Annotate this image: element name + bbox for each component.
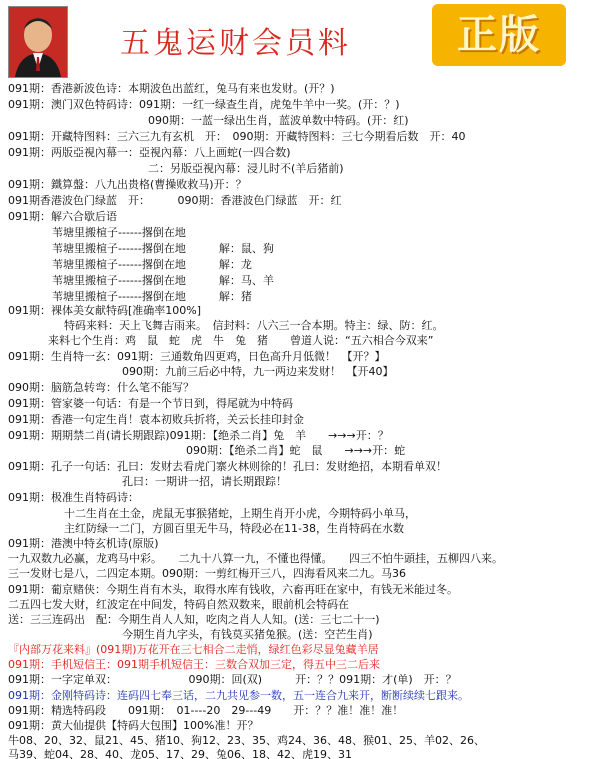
text-line: 091期：期期禁二肖(请长期跟踪)091期：【绝杀二肖】兔 羊 →→→开：？ [8, 429, 389, 442]
text-line: 三一发财七是八，二四定本期。090期：一剪红梅开三八，四海看风来二九。马36 [8, 567, 406, 580]
text-line: 苇塘里搬楦子------撂倒在地 解：猪 [52, 290, 252, 303]
text-line: 091期：葡京赌侠：今期生肖有木头，取得水库有钱收，六畜再旺在家中，有钱无米能过冬。 [8, 583, 458, 596]
text-line: 苇塘里搬楦子------撂倒在地 [52, 226, 186, 239]
text-line: 091期：极准生肖特码诗： [8, 491, 139, 504]
text-line: 一九双数九必赢，龙鸡马中彩。 二九十八算一九，不懂也得懂。 四三不怕牛頭挂，五柳四八来。 [8, 552, 503, 565]
text-line: 091期：香港新波色诗：本期波色出蓝红，兔马有来也发财。(开？) [8, 82, 335, 95]
text-line: 苇塘里搬楦子------撂倒在地 解：鼠、狗 [52, 242, 274, 255]
text-line: 马39、蛇04、28、40、龙05、17、29、兔06、18、42、虎19、31 [8, 748, 352, 759]
text-line: 090期：【绝杀二肖】蛇 鼠 →→→开：蛇 [186, 444, 406, 457]
text-line: 特码来料：天上飞舞吉雨来。 信封料：八六三一合本期。特主：绿、防：红。 [64, 319, 444, 332]
page-title: 五鬼运财会员料 [120, 26, 351, 61]
text-line: 牛08、20、32、鼠21、45、猪10、狗12、23、35、鸡24、36、48、猴01、25、羊02、26、 [8, 734, 485, 747]
text-line: 091期：孔子一句话：孔曰：发财去看虎门寨火林则徐的！孔曰：发财绝招，本期看单双！ [8, 460, 447, 473]
text-line: 苇塘里搬楦子------撂倒在地 解：龙 [52, 258, 252, 271]
text-line: 090期：一蓝一绿出生肖，蓝波单数中特码。(开：红) [148, 114, 409, 127]
text-line: 091期：金刚特码诗：连码四七奉三话，二九共见参一数，五一连合九来开，断断续续七跟来。 [8, 689, 469, 702]
text-line: 090期：九前三后必中特，九一两边来发财！ 【开40】 [122, 365, 394, 378]
text-line: 091期：黄大仙提供【特码大包围】100%准！开？ [8, 719, 259, 732]
text-line: 091期：澳门双色特码诗：091期：一红一绿查生肖，虎兔牛羊中一奖。(开：？) [8, 98, 400, 111]
text-line: 091期：管家婆一句话：有是一个节日到，得尾就为中特码 [8, 397, 293, 410]
text-line: 十二生肖在土金，虎鼠无事猴猪蛇，上期生肖开小虎，今期特码小单马， [64, 507, 416, 520]
text-line: 091期：香港一句定生肖！袁本初败兵折将，关云长挂印封金 [8, 413, 304, 426]
text-line: 主红防绿一二门，方圆百里无牛马，特段必在11-38，生肖特码在水数 [64, 522, 404, 535]
text-line: 苇塘里搬楦子------撂倒在地 解：马、羊 [52, 274, 274, 287]
text-line: 二五四七发大财，红波定在中间发，特码自然双数来，眼前机会特码在 [8, 598, 349, 611]
text-line: 090期：脑筋急转弯：什么笔不能写？ [8, 381, 194, 394]
text-line: 送：三三连码出 配：今期生肖人人知，吃肉之肖人人知。(送：三七二十一) [8, 613, 380, 626]
portrait-photo [8, 6, 68, 78]
text-line: 091期香港波色门绿蓝 开： 090期：香港波色门绿蓝 开：红 [8, 194, 342, 207]
text-line: 二：另版亞視內幕：浸儿时不(羊后猪前) [148, 162, 344, 175]
text-line: 091期：生肖特一玄：091期：三通数角四更鸡，日色高升月低微！ 【开？】 [8, 350, 386, 363]
text-line: 091期：开藏特图料：三六三九有玄机 开： 090期：开藏特图料：三七今期看后数 开：40 [8, 130, 466, 143]
text-line: 091期：精选特码段 091期： 01----20 29---49 开：？？准！准！准！ [8, 704, 404, 717]
text-line: 来料七个生肖：鸡 鼠 蛇 虎 牛 兔 猪 曾道人说：“五六相合今双来” [48, 334, 434, 347]
text-line: 091期：两版亞視內幕一：亞視內幕：八上画蛇(一四合数) [8, 146, 291, 159]
text-line: 『内部万花来料』(091期)万花开在三七相合二走悄，绿红色彩尽显兔藏羊居 [8, 643, 379, 656]
header [0, 0, 590, 78]
text-line: 091期：手机短信王：091期手机短信王：三数合双加三定，得五中三二后来 [8, 658, 380, 671]
text-line: 091期：裸体美女献特码[准确率100%] [8, 304, 202, 317]
text-line: 091期：鐵算盤：八九出贵格(曹操败救马)开：？ [8, 178, 247, 191]
authentic-badge: 正版 [432, 4, 566, 66]
text-line: 孔曰：一期讲一招，请长期跟踪！ [122, 475, 287, 488]
text-line: 091期：港澳中特玄机诗(原版) [8, 537, 159, 550]
text-line: 091期：解六合歇后语 [8, 210, 117, 223]
text-line: 091期：一字定单双： 090期：回(双) 开：？？091期：才(单) 开：？ [8, 673, 457, 686]
text-line: 今期生肖九字头，有钱莫买猪兔猴。(送：空芒生肖) [122, 628, 373, 641]
